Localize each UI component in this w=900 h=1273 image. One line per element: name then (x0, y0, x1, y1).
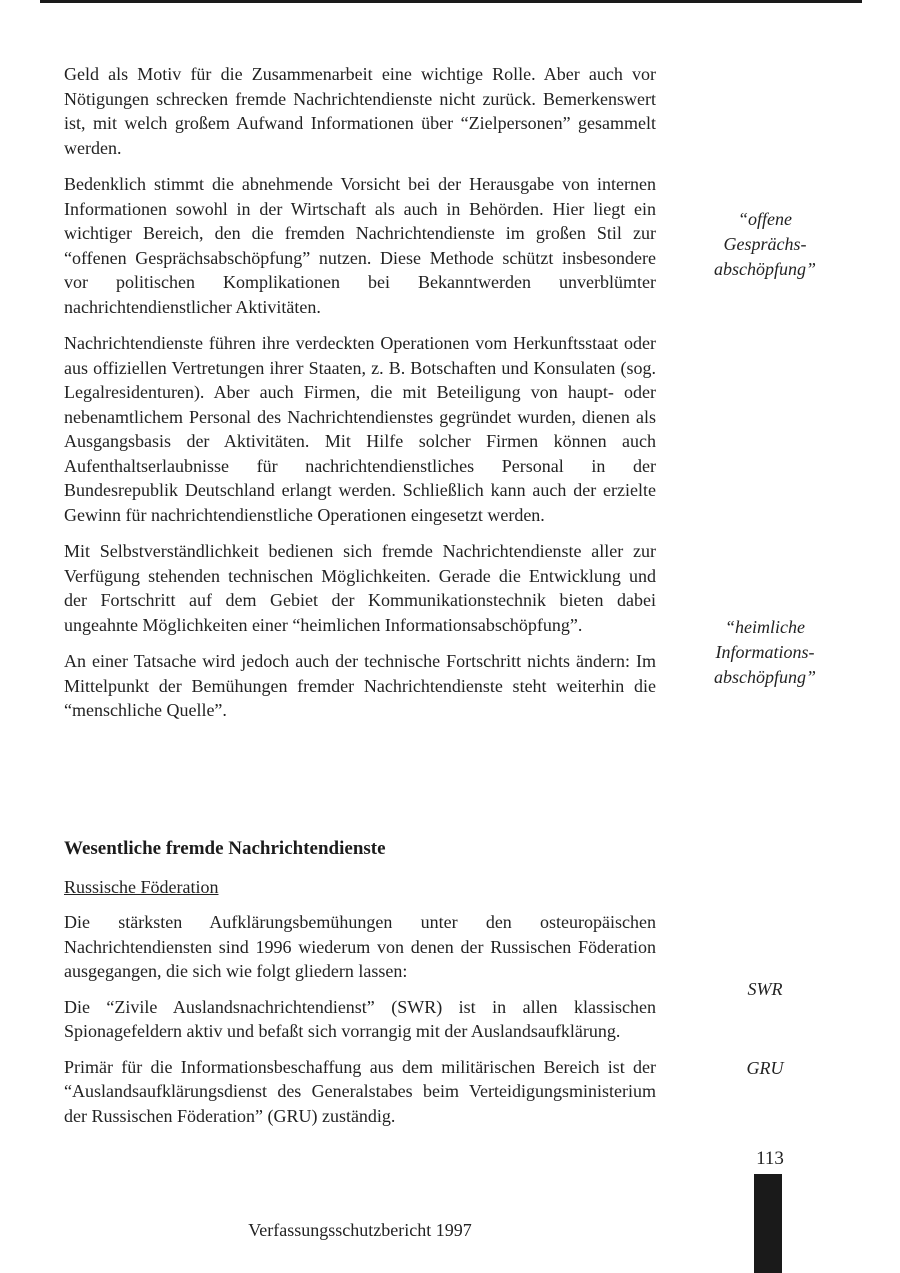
margin-note-swr: SWR (747, 979, 783, 999)
section-body (64, 875, 656, 1139)
top-rule (40, 0, 862, 3)
paragraph-4: Mit Selbstverständlichkeit bedienen sich fremde Nachrichtendienste aller zur Verfügung stehenden technischen Möglichkeiten. Gerade die Entwicklung und der Fortschritt auf dem Gebiet der Kommunikationstechnik bieten dabei ungeahnte Möglichkeiten einer “heimlichen Informationsabschöpfung”. (64, 541, 656, 635)
paragraph-3: Nachrichtendienste führen ihre verdeckten Operationen vom Herkunftsstaat oder aus offiziellen Vertretungen ihrer Staaten, z. B. Botschaften und Konsulaten (sog. Legalresidenturen). Aber auch Firmen, die mit Beteiligung von haupt- oder nebenamtlichem Personal des Nachrichtendienstes gegründet wurden, dienen als Ausgangsbasis der Aktivitäten. Mit Hilfe solcher Firmen können auch Aufenthaltserlaubnisse für nachrichtendienstliches Personal in der Bundesrepublik Deutschland erlangt werden. Schließlich kann auch der erzielte Gewinn für nachrichtendienstliche Operationen eingesetzt werden. (64, 333, 656, 525)
margin-note-heimliche (680, 615, 850, 690)
page-number: 113 (756, 1148, 784, 1169)
margin-note-line: “offene (738, 209, 792, 229)
margin-note-line: abschöpfung” (713, 667, 816, 687)
paragraph-5: An einer Tatsache wird jedoch auch der technische Fortschritt nichts ändern: Im Mittelpunkt der Bemühungen fremder Nachrichtendienste steht weiterhin die “menschliche Quelle”. (64, 651, 656, 720)
margin-note-offene (680, 207, 850, 282)
main-text (64, 62, 656, 735)
section-paragraph-3: Primär für die Informationsbeschaffung aus dem militärischen Bereich ist der “Auslandsaufklärungsdienst des Generalstabes beim Verteidigungsministerium der Russischen Föderation” (GRU) zuständig. (64, 1056, 656, 1126)
section-subheading: Russische Föderation (64, 877, 219, 897)
section-heading: Wesentliche fremde Nachrichtendienste (64, 838, 386, 859)
margin-note-line: “heimliche (725, 617, 805, 637)
paragraph-1: Geld als Motiv für die Zusammenarbeit eine wichtige Rolle. Aber auch vor Nötigungen schrecken fremde Nachrichtendienste nicht zurück. Bemerkenswert ist, mit welch großem Aufwand Informationen über “Zielpersonen” gesammelt werden. (64, 64, 656, 158)
margin-note-line: Informations- (715, 642, 815, 662)
section-paragraph-1: Die stärksten Aufklärungsbemühungen unter den osteuropäischen Nachrichtendiensten sind 1996 wiederum von denen der Russischen Föderation ausgegangen, die sich wie folgt gliedern lassen: (64, 912, 656, 981)
margin-note-gru: GRU (746, 1058, 784, 1078)
thumb-index-tab (754, 1174, 782, 1273)
section-paragraph-2: Die “Zivile Auslandsnachrichtendienst” (SWR) ist in allen klassischen Spionagefeldern aktiv und befaßt sich vorrangig mit der Auslandsaufklärung. (64, 996, 656, 1041)
margin-note-line: abschöpfung” (713, 259, 816, 279)
footer-title: Verfassungsschutzbericht 1997 (248, 1220, 472, 1240)
paragraph-2: Bedenklich stimmt die abnehmende Vorsicht bei der Herausgabe von internen Informationen sowohl in der Wirtschaft als auch in Behörden. Hier liegt ein wichtiger Bereich, den die fremden Nachrichtendienste im großen Stil zur “offenen Gesprächsabschöpfung” nutzen. Diese Methode schützt insbesondere vor politischen Komplikationen bei Bekanntwerden unverblümter nachrichtendienstlicher Aktivitäten. (64, 174, 656, 317)
margin-note-line: Gesprächs- (723, 234, 807, 254)
